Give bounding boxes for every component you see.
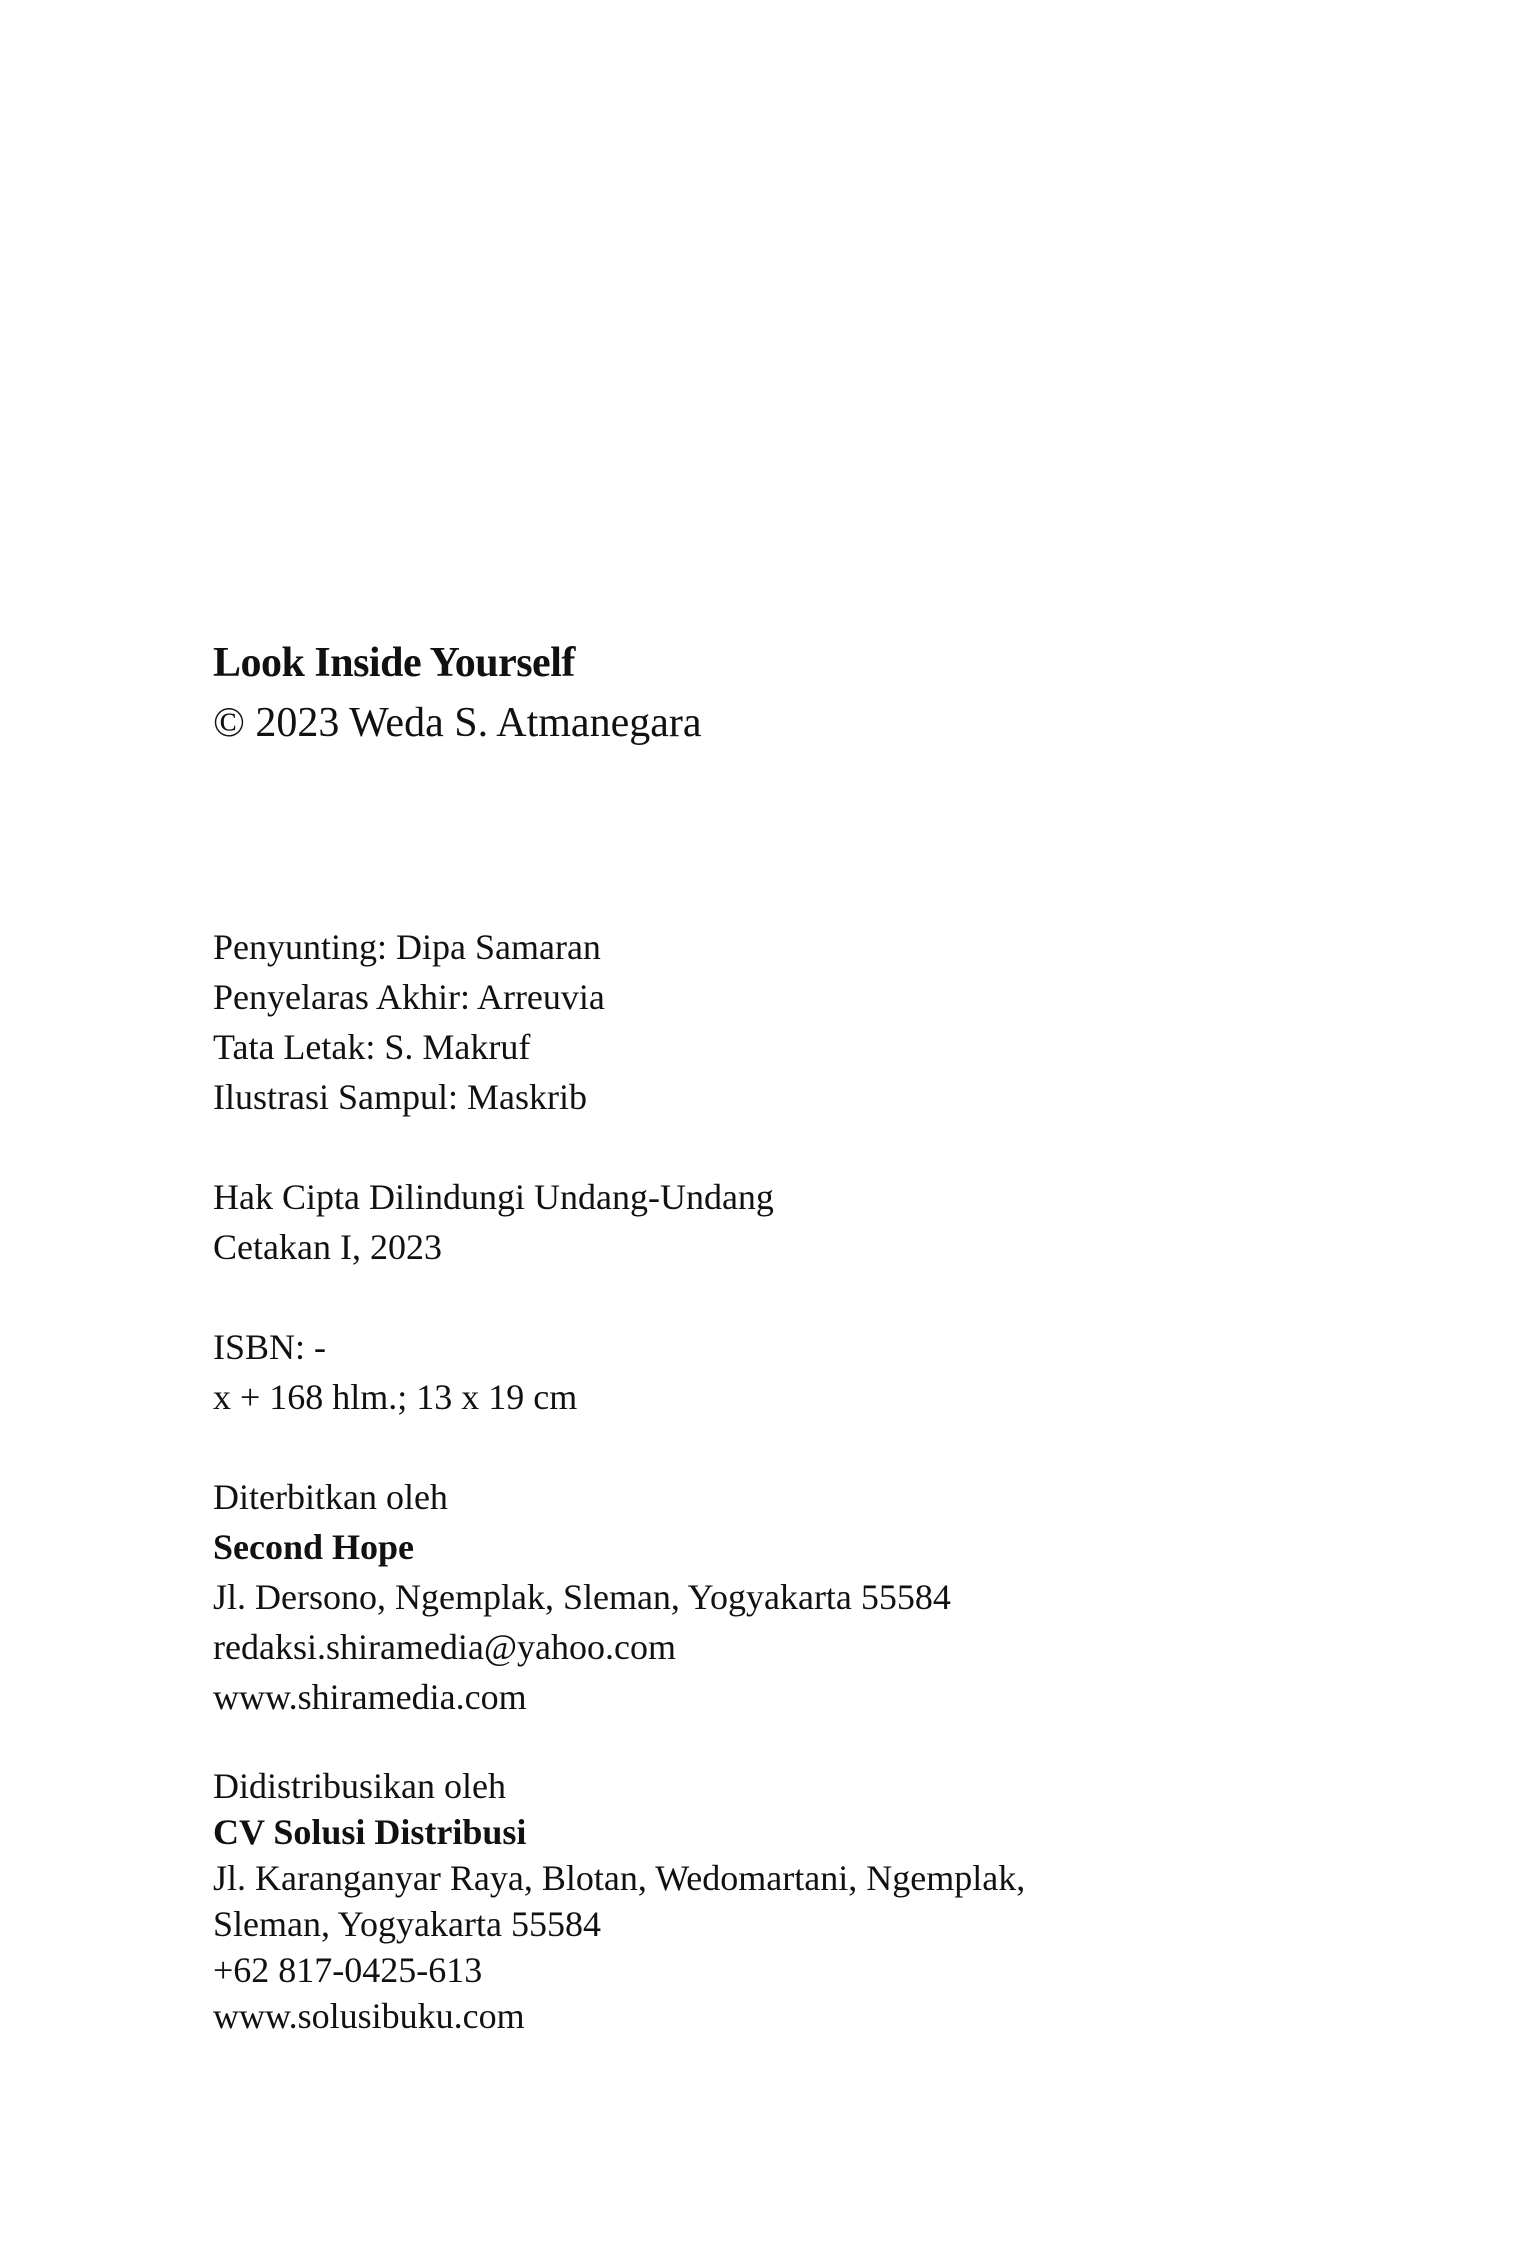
book-title: Look Inside Yourself [213,640,575,686]
distributor-name: CV Solusi Distribusi [213,1812,527,1852]
title-section [213,633,1363,753]
distributor-phone: +62 817-0425-613 [213,1950,483,1990]
distributor-section [213,1763,1363,2039]
credits-section [213,922,1363,1122]
distributor-intro: Didistribusikan oleh [213,1766,506,1806]
credit-layout: Tata Letak: S. Makruf [213,1027,531,1067]
publisher-address: Jl. Dersono, Ngemplak, Sleman, Yogyakarta 55584 [213,1577,951,1617]
edition-info: Cetakan I, 2023 [213,1227,442,1267]
publisher-intro: Diterbitkan oleh [213,1477,448,1517]
rights-section [213,1172,1363,1272]
copyright-notice: © 2023 Weda S. Atmanegara [213,700,702,746]
credit-cover-illustration: Ilustrasi Sampul: Maskrib [213,1077,587,1117]
distributor-address-line1: Jl. Karanganyar Raya, Blotan, Wedomartani, Ngemplak, [213,1858,1026,1898]
credit-editor: Penyunting: Dipa Samaran [213,927,601,967]
publisher-email: redaksi.shiramedia@yahoo.com [213,1627,677,1667]
rights-notice: Hak Cipta Dilindungi Undang-Undang [213,1177,774,1217]
isbn-label: ISBN: - [213,1327,327,1367]
distributor-website: www.solusibuku.com [213,1996,525,2036]
isbn-section [213,1322,1363,1422]
distributor-address-line2: Sleman, Yogyakarta 55584 [213,1904,601,1944]
publisher-section [213,1472,1363,1722]
credit-final-proofreader: Penyelaras Akhir: Arreuvia [213,977,605,1017]
book-specs: x + 168 hlm.; 13 x 19 cm [213,1377,578,1417]
publisher-name: Second Hope [213,1527,415,1567]
publisher-website: www.shiramedia.com [213,1677,527,1717]
